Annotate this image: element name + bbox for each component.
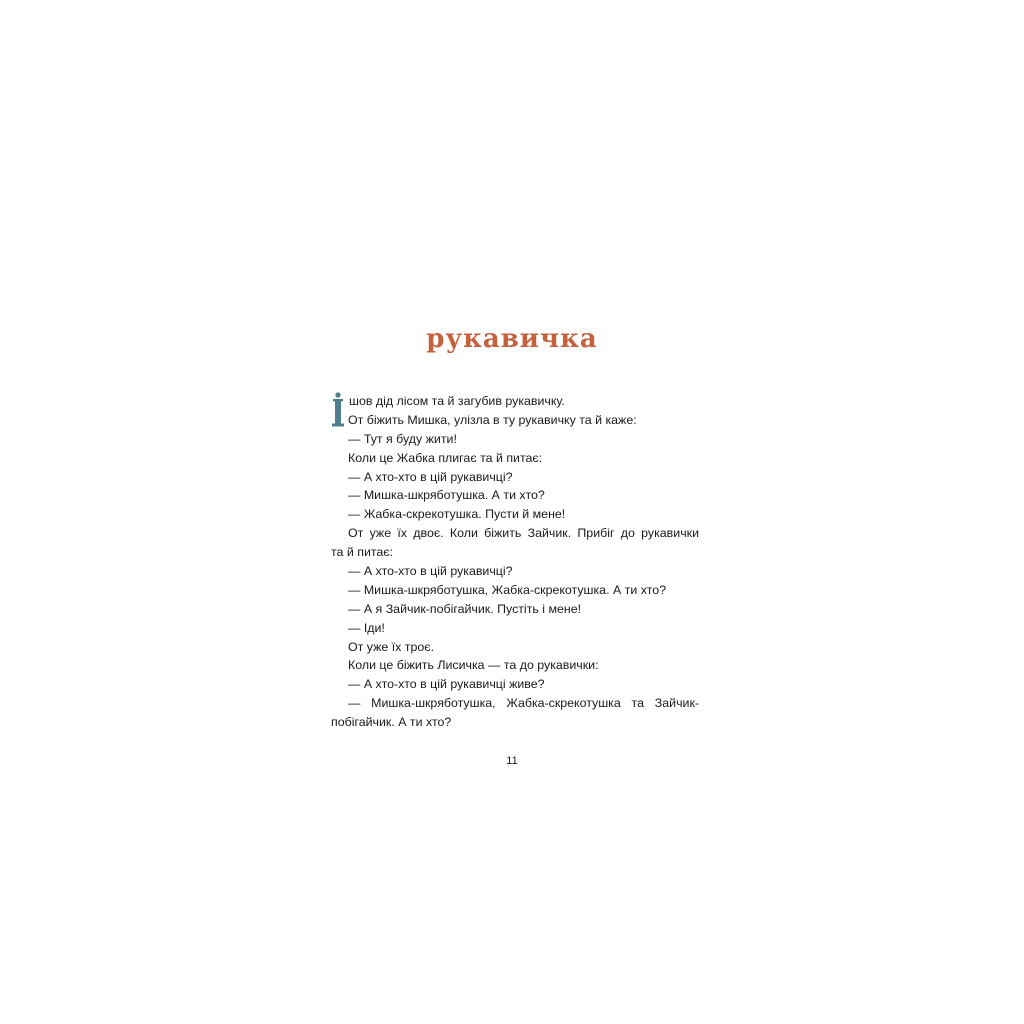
story-line-15: Коли це біжить Лисичка — та до рукавички: (348, 658, 599, 673)
story-line-9: та й питає: (331, 545, 394, 560)
story-line-18: побігайчик. А ти хто? (331, 715, 452, 730)
story-line-11: — Мишка-шкряботушка, Жабка-скрекотушка. А ти хто? (348, 582, 667, 597)
svg-text:І: І (338, 414, 339, 415)
story-line-2: От біжить Мишка, улізла в ту рукавичку та й каже: (348, 412, 637, 427)
story-line-14: От уже їх троє. (348, 639, 435, 654)
story-line-6: — Мишка-шкряботушка. А ти хто? (348, 488, 545, 503)
story-line-8: От уже їх двоє. Коли біжить Зайчик. Прибіг до рукавички (348, 526, 699, 541)
story-line-1 (331, 392, 699, 415)
dropcap-letter (331, 392, 345, 428)
page-number: 11 (506, 755, 518, 767)
story-line-3: — Тут я буду жити! (348, 431, 457, 446)
story-line-12: — А я Зайчик-побігайчик. Пустіть і мене! (348, 601, 582, 616)
story-line-13: — Іди! (348, 620, 385, 635)
story-line-5: — А хто-хто в цій рукавичці? (348, 469, 513, 484)
story-line-16: — А хто-хто в цій рукавичці живе? (348, 677, 545, 692)
story-line-7: — Жабка-скрекотушка. Пусти й мене! (348, 507, 566, 522)
story-line-10: — А хто-хто в цій рукавичці? (348, 564, 513, 579)
story-title: рукавичка (426, 324, 598, 354)
story-line-17: — Мишка-шкряботушка, Жабка-скрекотушка та Зайчик- (348, 696, 699, 711)
story-line-text: шов дід лісом та й загубив рукавичку. (349, 394, 565, 408)
story-line-4: Коли це Жабка плигає та й питає: (348, 450, 543, 465)
story-text (331, 392, 699, 732)
